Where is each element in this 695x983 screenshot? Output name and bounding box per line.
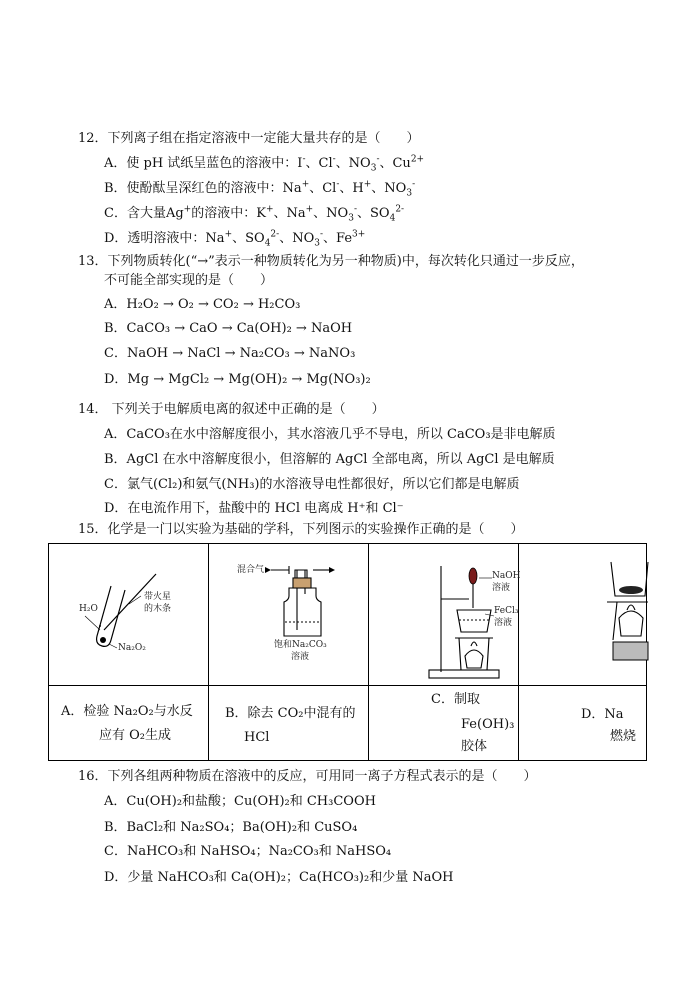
q16-stem: 16．下列各组两种物质在溶液中的反应，可用同一离子方程式表示的是（ ）	[78, 769, 537, 784]
q13-option-c: C．NaOH → NaCl → Na₂CO₃ → NaNO₃	[104, 346, 356, 361]
figure-a-na2o2-label: Na₂O₂	[118, 643, 146, 653]
q12-option-c: C．含大量Ag+的溶液中：K+、Na+、$NO_3^-$、$SO_4^{2-}$	[104, 204, 405, 224]
q12-stem: 12．下列离子组在指定溶液中一定能大量共存的是（ ）	[78, 131, 420, 146]
q12-option-d: D．透明溶液中：Na+、$SO_4^{2-}$、$NO_3^-$、$Fe^{3+}$	[104, 229, 366, 249]
figure-b-wash-bottle	[209, 544, 368, 685]
figure-c-fecl3-label: FeCl₃	[494, 606, 519, 616]
q14-stem: 14． 下列关于电解质电离的叙述中正确的是（ ）	[78, 402, 385, 417]
q13-option-d: D．Mg → MgCl₂ → Mg(OH)₂ → Mg(NO₃)₂	[104, 372, 371, 387]
q16-option-a: A．Cu(OH)₂和盐酸；Cu(OH)₂和 CH₃COOH	[104, 794, 376, 809]
q14-option-d: D．在电流作用下，盐酸中的 HCl 电离成 H⁺和 Cl⁻	[104, 501, 404, 516]
q12-option-b: B．使酚酞呈深红色的溶液中：Na+、Cl-、H+、$NO_3^-$	[104, 179, 416, 199]
figure-d-caption-1: D．Na	[581, 707, 624, 722]
q14-option-c: C．氯气(Cl₂)和氨气(NH₃)的水溶液导电性都很好，所以它们都是电解质	[104, 477, 520, 492]
q15-figure-table	[48, 543, 647, 761]
figure-a-test-tube	[49, 544, 208, 685]
figure-c-caption-2: Fe(OH)₃	[461, 717, 515, 732]
q14-option-a: A．CaCO₃在水中溶解度很小，其水溶液几乎不导电，所以 CaCO₃是非电解质	[104, 427, 556, 442]
figure-c-fecl3-label-2: 溶液	[494, 618, 513, 628]
q16-option-d: D．少量 NaHCO₃和 Ca(OH)₂；Ca(HCO₃)₂和少量 NaOH	[104, 870, 454, 885]
figure-c-caption-3: 胶体	[461, 739, 488, 754]
figure-c-caption-1: C．制取	[431, 692, 480, 707]
q13-option-a: A．H₂O₂ → O₂ → CO₂ → H₂CO₃	[104, 297, 301, 312]
figure-a-stick-label-2: 的木条	[144, 604, 172, 614]
q13-stem-line1: 13．下列物质转化(“→”表示一种物质转化为另一种物质)中，每次转化只通过一步反应，	[78, 254, 584, 269]
q12-option-a: A．使 pH 试纸呈蓝色的溶液中：I-、Cl-、$NO_3^-$、$Cu^{2+}$	[104, 154, 425, 174]
figure-a-stick-label: 带火星	[144, 592, 172, 602]
q13-stem-line2: 不可能全部实现的是（ ）	[104, 273, 274, 288]
figure-a-water-label: H₂O	[79, 604, 98, 614]
figure-b-gas-label: 混合气	[237, 565, 265, 575]
q14-option-b: B．AgCl 在水中溶解度很小，但溶解的 AgCl 全部电离，所以 AgCl 是电解质	[104, 452, 555, 467]
figure-c-naoh-label: NaOH	[492, 571, 521, 581]
q16-option-b: B．BaCl₂和 Na₂SO₄；Ba(OH)₂和 CuSO₄	[104, 820, 358, 835]
q13-option-b: B．CaCO₃ → CaO → Ca(OH)₂ → NaOH	[104, 321, 353, 336]
figure-c-naoh-label-2: 溶液	[492, 583, 511, 593]
q16-option-c: C．NaHCO₃和 NaHSO₄；Na₂CO₃和 NaHSO₄	[104, 844, 392, 859]
figure-d-caption-2: 燃烧	[610, 729, 637, 744]
figure-b-solution-label-2: 溶液	[291, 652, 310, 662]
figure-d-burning-setup	[519, 544, 648, 685]
figure-b-caption-2: HCl	[244, 730, 270, 745]
figure-a-caption-2: 应有 O₂生成	[99, 728, 172, 743]
figure-b-solution-label: 饱和Na₂CO₃	[274, 640, 327, 650]
figure-b-caption-1: B．除去 CO₂中混有的	[225, 706, 356, 721]
q15-stem: 15．化学是一门以实验为基础的学科，下列图示的实验操作正确的是（ ）	[78, 522, 524, 537]
figure-a-caption-1: A．检验 Na₂O₂与水反	[61, 704, 193, 719]
